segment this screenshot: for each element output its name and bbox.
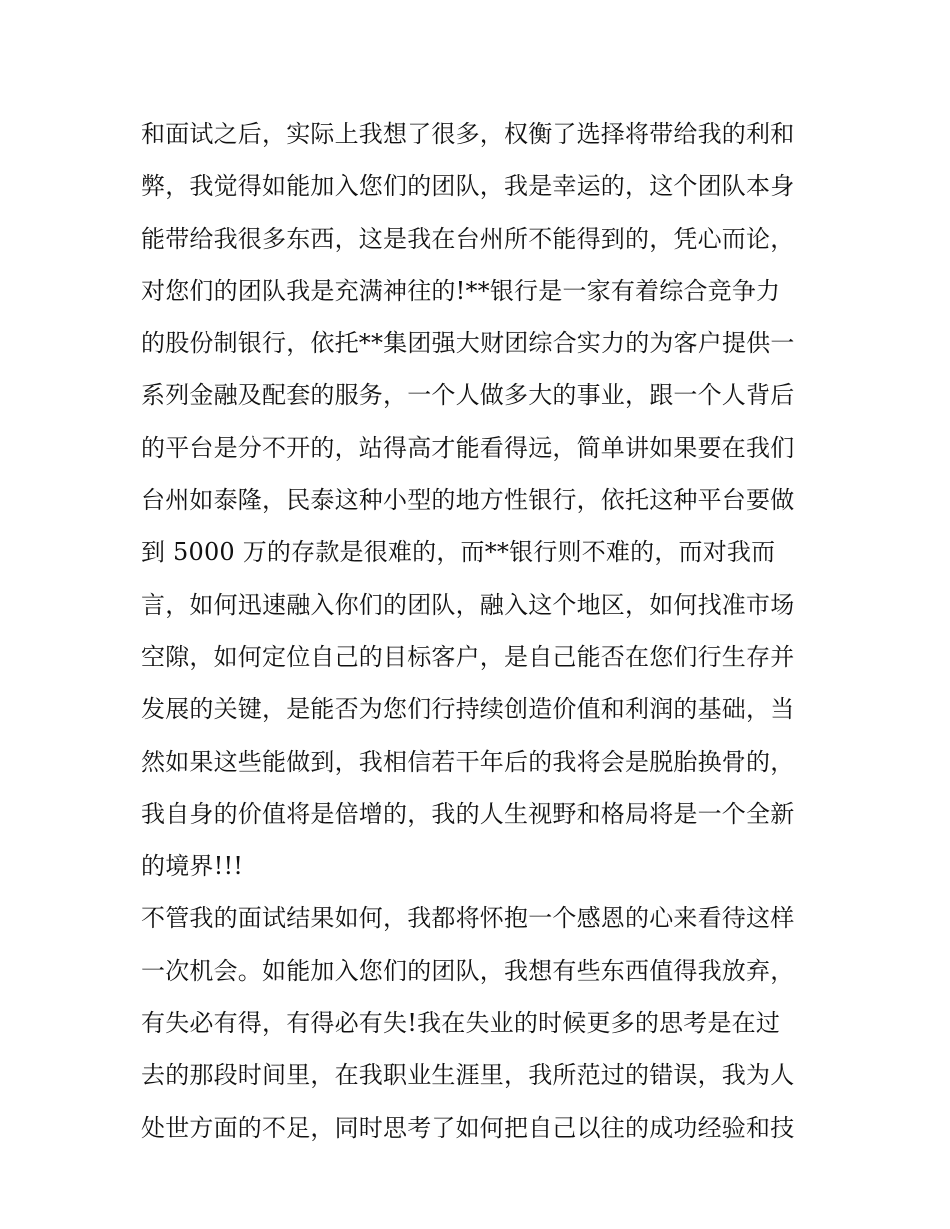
text-line: 到 5000 万的存款是很难的，而**银行则不难的，而对我而 bbox=[141, 538, 776, 567]
document-body bbox=[141, 108, 821, 1154]
text-line: 不管我的面试结果如何，我都将怀抱一个感恩的心来看待这样 bbox=[141, 904, 795, 933]
text-line: 然如果这些能做到，我相信若干年后的我将会是脱胎换骨的， bbox=[141, 747, 795, 776]
text-line: 言，如何迅速融入你们的团队，融入这个地区，如何找准市场 bbox=[141, 590, 795, 619]
text-line: 系列金融及配套的服务，一个人做多大的事业，跟一个人背后 bbox=[141, 381, 795, 410]
text-line: 的平台是分不开的，站得高才能看得远，简单讲如果要在我们 bbox=[141, 433, 795, 462]
text-line: 台州如泰隆，民泰这种小型的地方性银行，依托这种平台要做 bbox=[141, 486, 795, 515]
text-line: 和面试之后，实际上我想了很多，权衡了选择将带给我的利和 bbox=[141, 120, 795, 148]
text-line: 发展的关键，是能否为您们行持续创造价值和利润的基础，当 bbox=[141, 695, 795, 724]
text-line: 我自身的价值将是倍增的，我的人生视野和格局将是一个全新 bbox=[141, 799, 795, 828]
text-line: 去的那段时间里，在我职业生涯里，我所范过的错误，我为人 bbox=[141, 1061, 795, 1090]
text-line: 的股份制银行，依托**集团强大财团综合实力的为客户提供一 bbox=[141, 329, 795, 358]
text-line: 有失必有得，有得必有失!我在失业的时候更多的思考是在过 bbox=[141, 1009, 781, 1038]
text-line: 一次机会。如能加入您们的团队，我想有些东西值得我放弃， bbox=[141, 956, 795, 985]
text-line: 对您们的团队我是充满神往的!**银行是一家有着综合竞争力 bbox=[141, 276, 781, 305]
text-line: 能带给我很多东西，这是我在台州所不能得到的，凭心而论， bbox=[141, 224, 795, 253]
text-line: 空隙，如何定位自己的目标客户，是自己能否在您们行生存并 bbox=[141, 642, 795, 671]
text-line: 的境界!!! bbox=[141, 852, 244, 881]
text-line: 处世方面的不足，同时思考了如何把自己以往的成功经验和技 bbox=[141, 1113, 795, 1142]
text-line: 弊，我觉得如能加入您们的团队，我是幸运的，这个团队本身 bbox=[141, 172, 795, 201]
